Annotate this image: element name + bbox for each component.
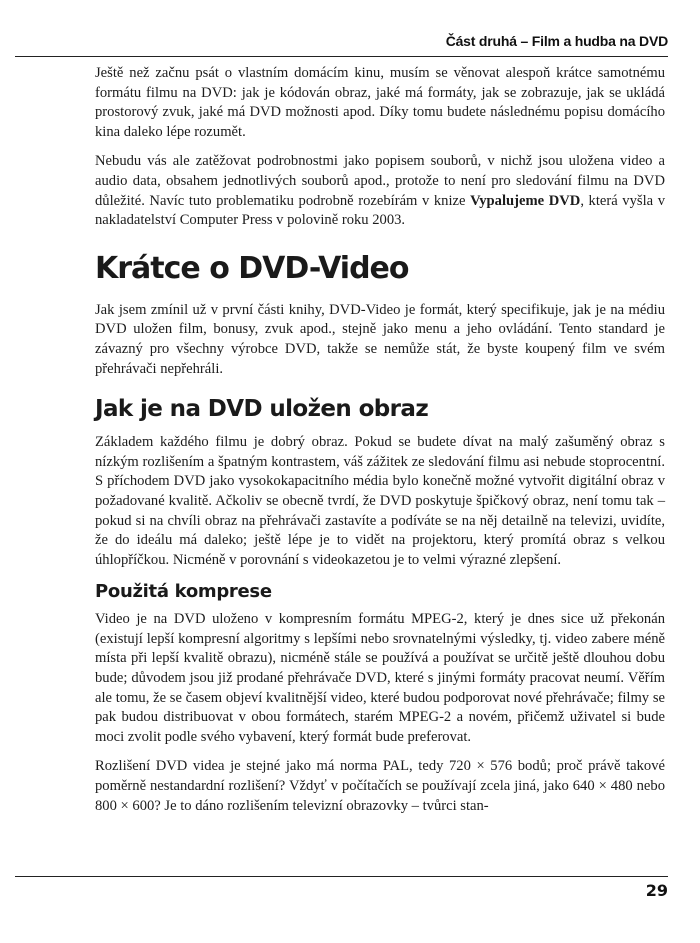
compression-paragraph-2: Rozlišení DVD videa je stejné jako má norma PAL, tedy 720 × 576 bodů; proč právě takové poměrně nestandardní rozlišení? Vždyť v počítačích se používají zcela jiná, jako 640 × 480 nebo 800 × 600? Je to dáno rozlišením televizní obrazovky – tvůrci stan-	[95, 758, 665, 814]
book-title: Vypalujeme DVD	[470, 192, 581, 209]
section-image-storage-paragraph: Základem každého filmu je dobrý obraz. Pokud se budete dívat na malý zašuměný obraz s nízkým rozlišením a špatným kontrastem, váš zážitek ze sledování filmu asi nebude stoprocentní. S příchodem DVD jako vysokokapacitního média bylo konečně možné vytvořit digitální obraz v požadované kvalitě. Ačkoliv se obecně tvrdí, že DVD poskytuje špičkový obraz, není tomu tak – pokud si na chvíli obraz na přehrávači zastavíte a podíváte se na něj detailně na televizi, uvidíte, že do ideálu má daleko; ještě lépe je to vidět na projektoru, který promítá obraz s velkou úhlopříčkou. Nicméně v porovnání s videokazetou je to velmi výrazné zlepšení.	[95, 434, 665, 568]
intro-paragraph-1: Ještě než začnu psát o vlastním domácím kinu, musím se věnovat alespoň krátce samotnému formátu filmu na DVD: jak je kódován obraz, jaké má formáty, jak se zobrazuje, jak se ukládá prostorový zvuk, jaké má DVD možnosti apod. Díky tomu budete následnému popisu domácího kina daleko lépe rozumět.	[95, 65, 665, 140]
subsection-heading-compression: Použitá komprese	[95, 581, 272, 603]
running-head: Část druhá – Film a hudba na DVD	[445, 33, 668, 49]
intro-paragraph-2-tail: , která vyšla v nakladatelství Computer Press v polovině roku 2003.	[95, 192, 665, 229]
section-heading-dvd-video: Krátce o DVD-Video	[95, 250, 409, 286]
intro-paragraph-2-lead: Nebudu vás ale zatěžovat podrobnostmi jako popisem souborů, v nichž jsou uložena video a audio data, obsahem jednotlivých souborů apod., protože to není pro sledování filmu na DVD důležité. Navíc tuto problematiku podrobně rozebírám v knize	[95, 153, 665, 209]
intro-paragraph-2	[95, 152, 665, 230]
compression-paragraph-1: Video je na DVD uloženo v kompresním formátu MPEG-2, který je dnes sice už překonán (existují lepší kompresní algoritmy s lepšími nebo srovnatelnými výsledky, tj. video zabere méně místa při lepší kvalitě obrazu), nicméně stále se používá a používat se určitě ještě dlouhou dobu bude; důvodem jsou již prodané přehrávače DVD, které s jinými formáty pracovat neumí. Věřím ale tomu, že se časem objeví kvalitnější video, které budou podporovat nové přehrávače; filmy se pak budou distribuovat v obou formátech, starém MPEG-2 a novém, přičemž uživatel si bude moci zvolit podle svého vybavení, který formát bude preferovat.	[95, 611, 665, 745]
header-rule	[15, 56, 668, 57]
section-heading-image-storage: Jak je na DVD uložen obraz	[95, 396, 429, 423]
page-body	[95, 64, 665, 826]
section-dvd-video-paragraph: Jak jsem zmínil už v první části knihy, DVD-Video je formát, který specifikuje, jak je na médiu DVD uložen film, bonusy, zvuk apod., stejně jako menu a jeho ovládání. Tento standard je závazný pro všechny výrobce DVD, takže se nemůže stát, že byste koupený film ve svém přehrávači nepřehráli.	[95, 301, 665, 377]
footer-rule	[15, 876, 668, 877]
page-number: 29	[645, 881, 668, 900]
